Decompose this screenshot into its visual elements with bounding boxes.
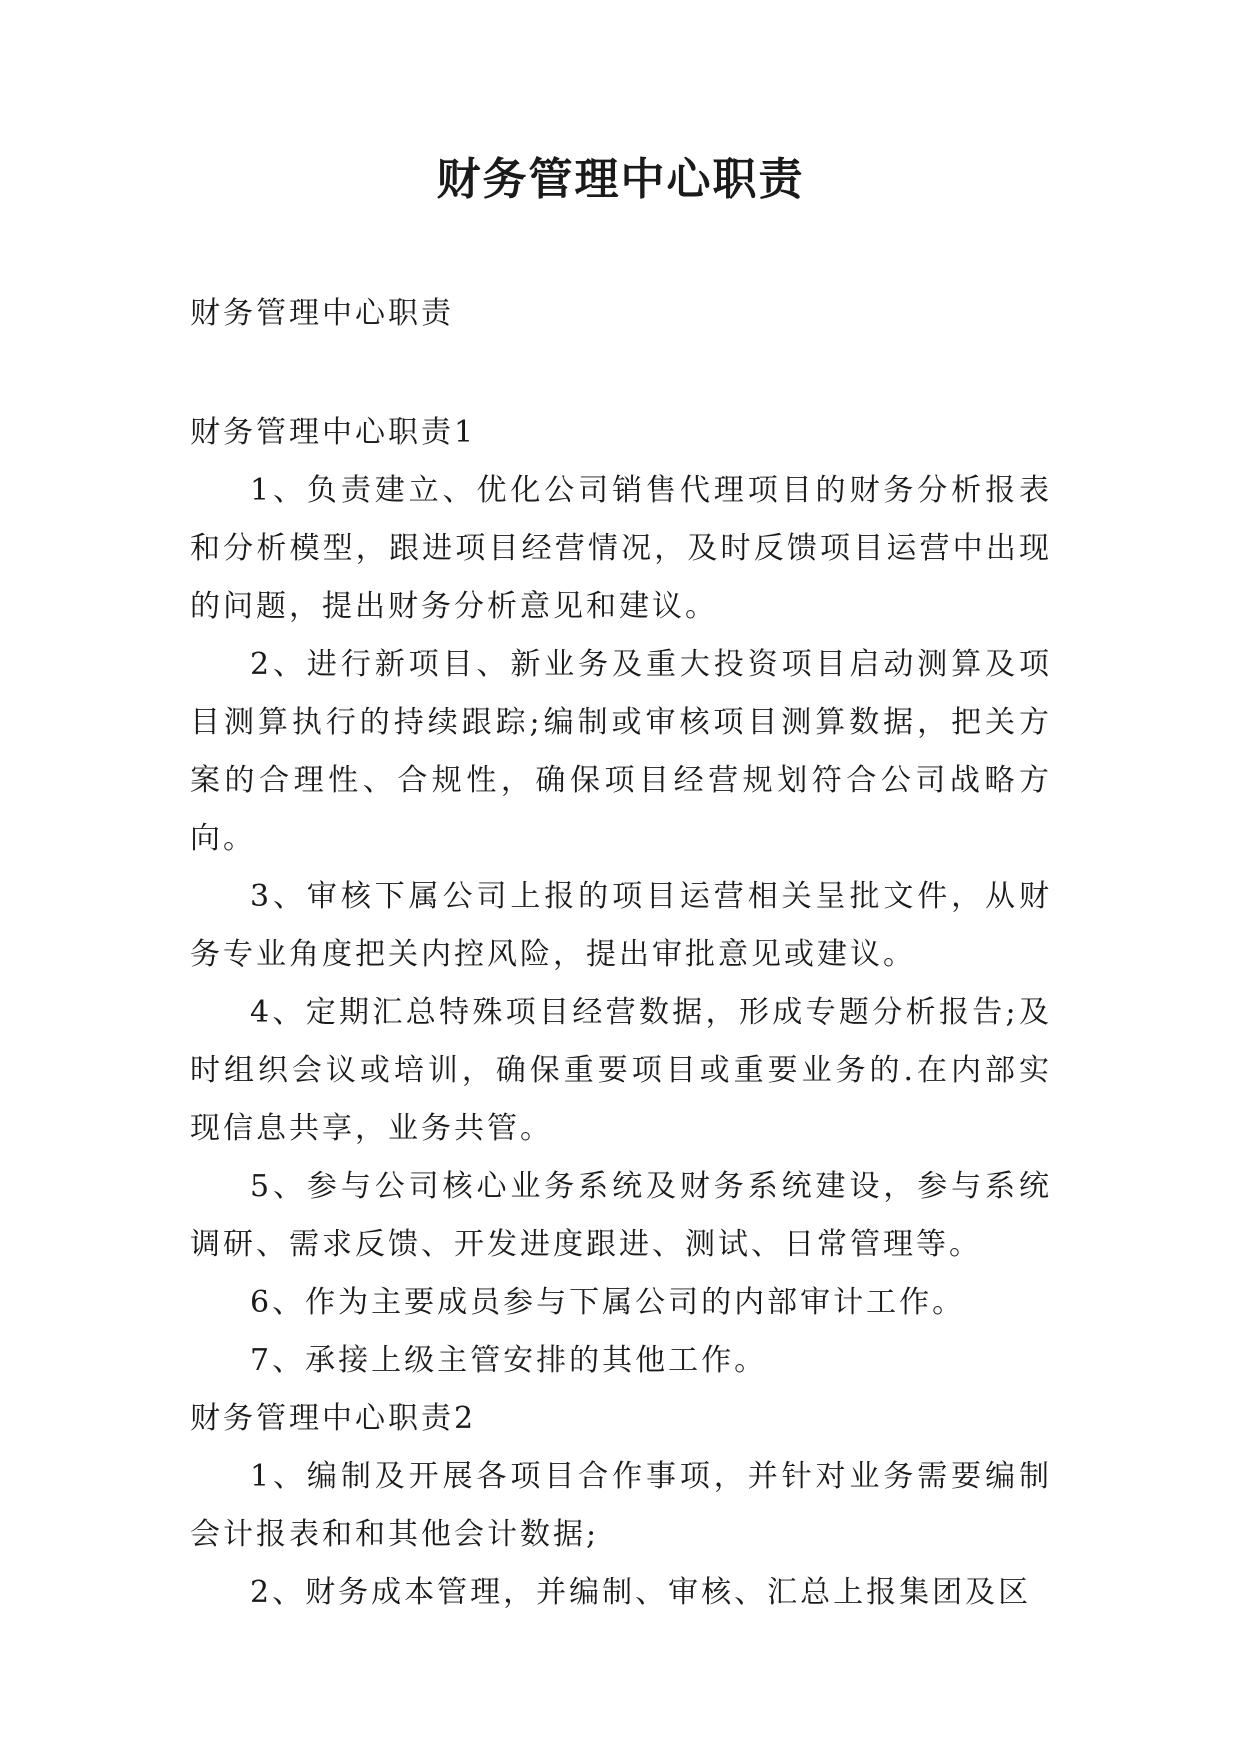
document-body: [190, 404, 1052, 1622]
document-subtitle: [190, 285, 1052, 343]
document-title: 财务管理中心职责: [436, 154, 805, 205]
list-item: 5、参与公司核心业务系统及财务系统建设，参与系统调研、需求反馈、开发进度跟进、测试、日常管理等。: [190, 1169, 1052, 1262]
list-item: 6、作为主要成员参与下属公司的内部审计工作。: [250, 1285, 966, 1320]
list-item: 2、进行新项目、新业务及重大投资项目启动测算及项目测算执行的持续跟踪;编制或审核项目测算数据，把关方案的合理性、合规性，确保项目经营规划符合公司战略方向。: [190, 647, 1052, 856]
list-item: 1、负责建立、优化公司销售代理项目的财务分析报表和分析模型，跟进项目经营情况，及时反馈项目运营中出现的问题，提出财务分析意见和建议。: [190, 473, 1052, 624]
subtitle-text: 财务管理中心职责: [190, 296, 454, 331]
list-item: 2、财务成本管理，并编制、审核、汇总上报集团及区: [250, 1575, 1032, 1610]
list-item: 4、定期汇总特殊项目经营数据，形成专题分析报告;及时组织会议或培训，确保重要项目或重要业务的.在内部实现信息共享，业务共管。: [190, 995, 1052, 1146]
list-item: 7、承接上级主管安排的其他工作。: [250, 1343, 768, 1378]
section-heading: 财务管理中心职责2: [190, 1401, 477, 1436]
list-item: 3、审核下属公司上报的项目运营相关呈批文件，从财务专业角度把关内控风险，提出审批意见或建议。: [190, 879, 1052, 972]
section-heading: 财务管理中心职责1: [190, 415, 477, 450]
list-item: 1、编制及开展各项目合作事项，并针对业务需要编制会计报表和和其他会计数据;: [190, 1459, 1052, 1552]
